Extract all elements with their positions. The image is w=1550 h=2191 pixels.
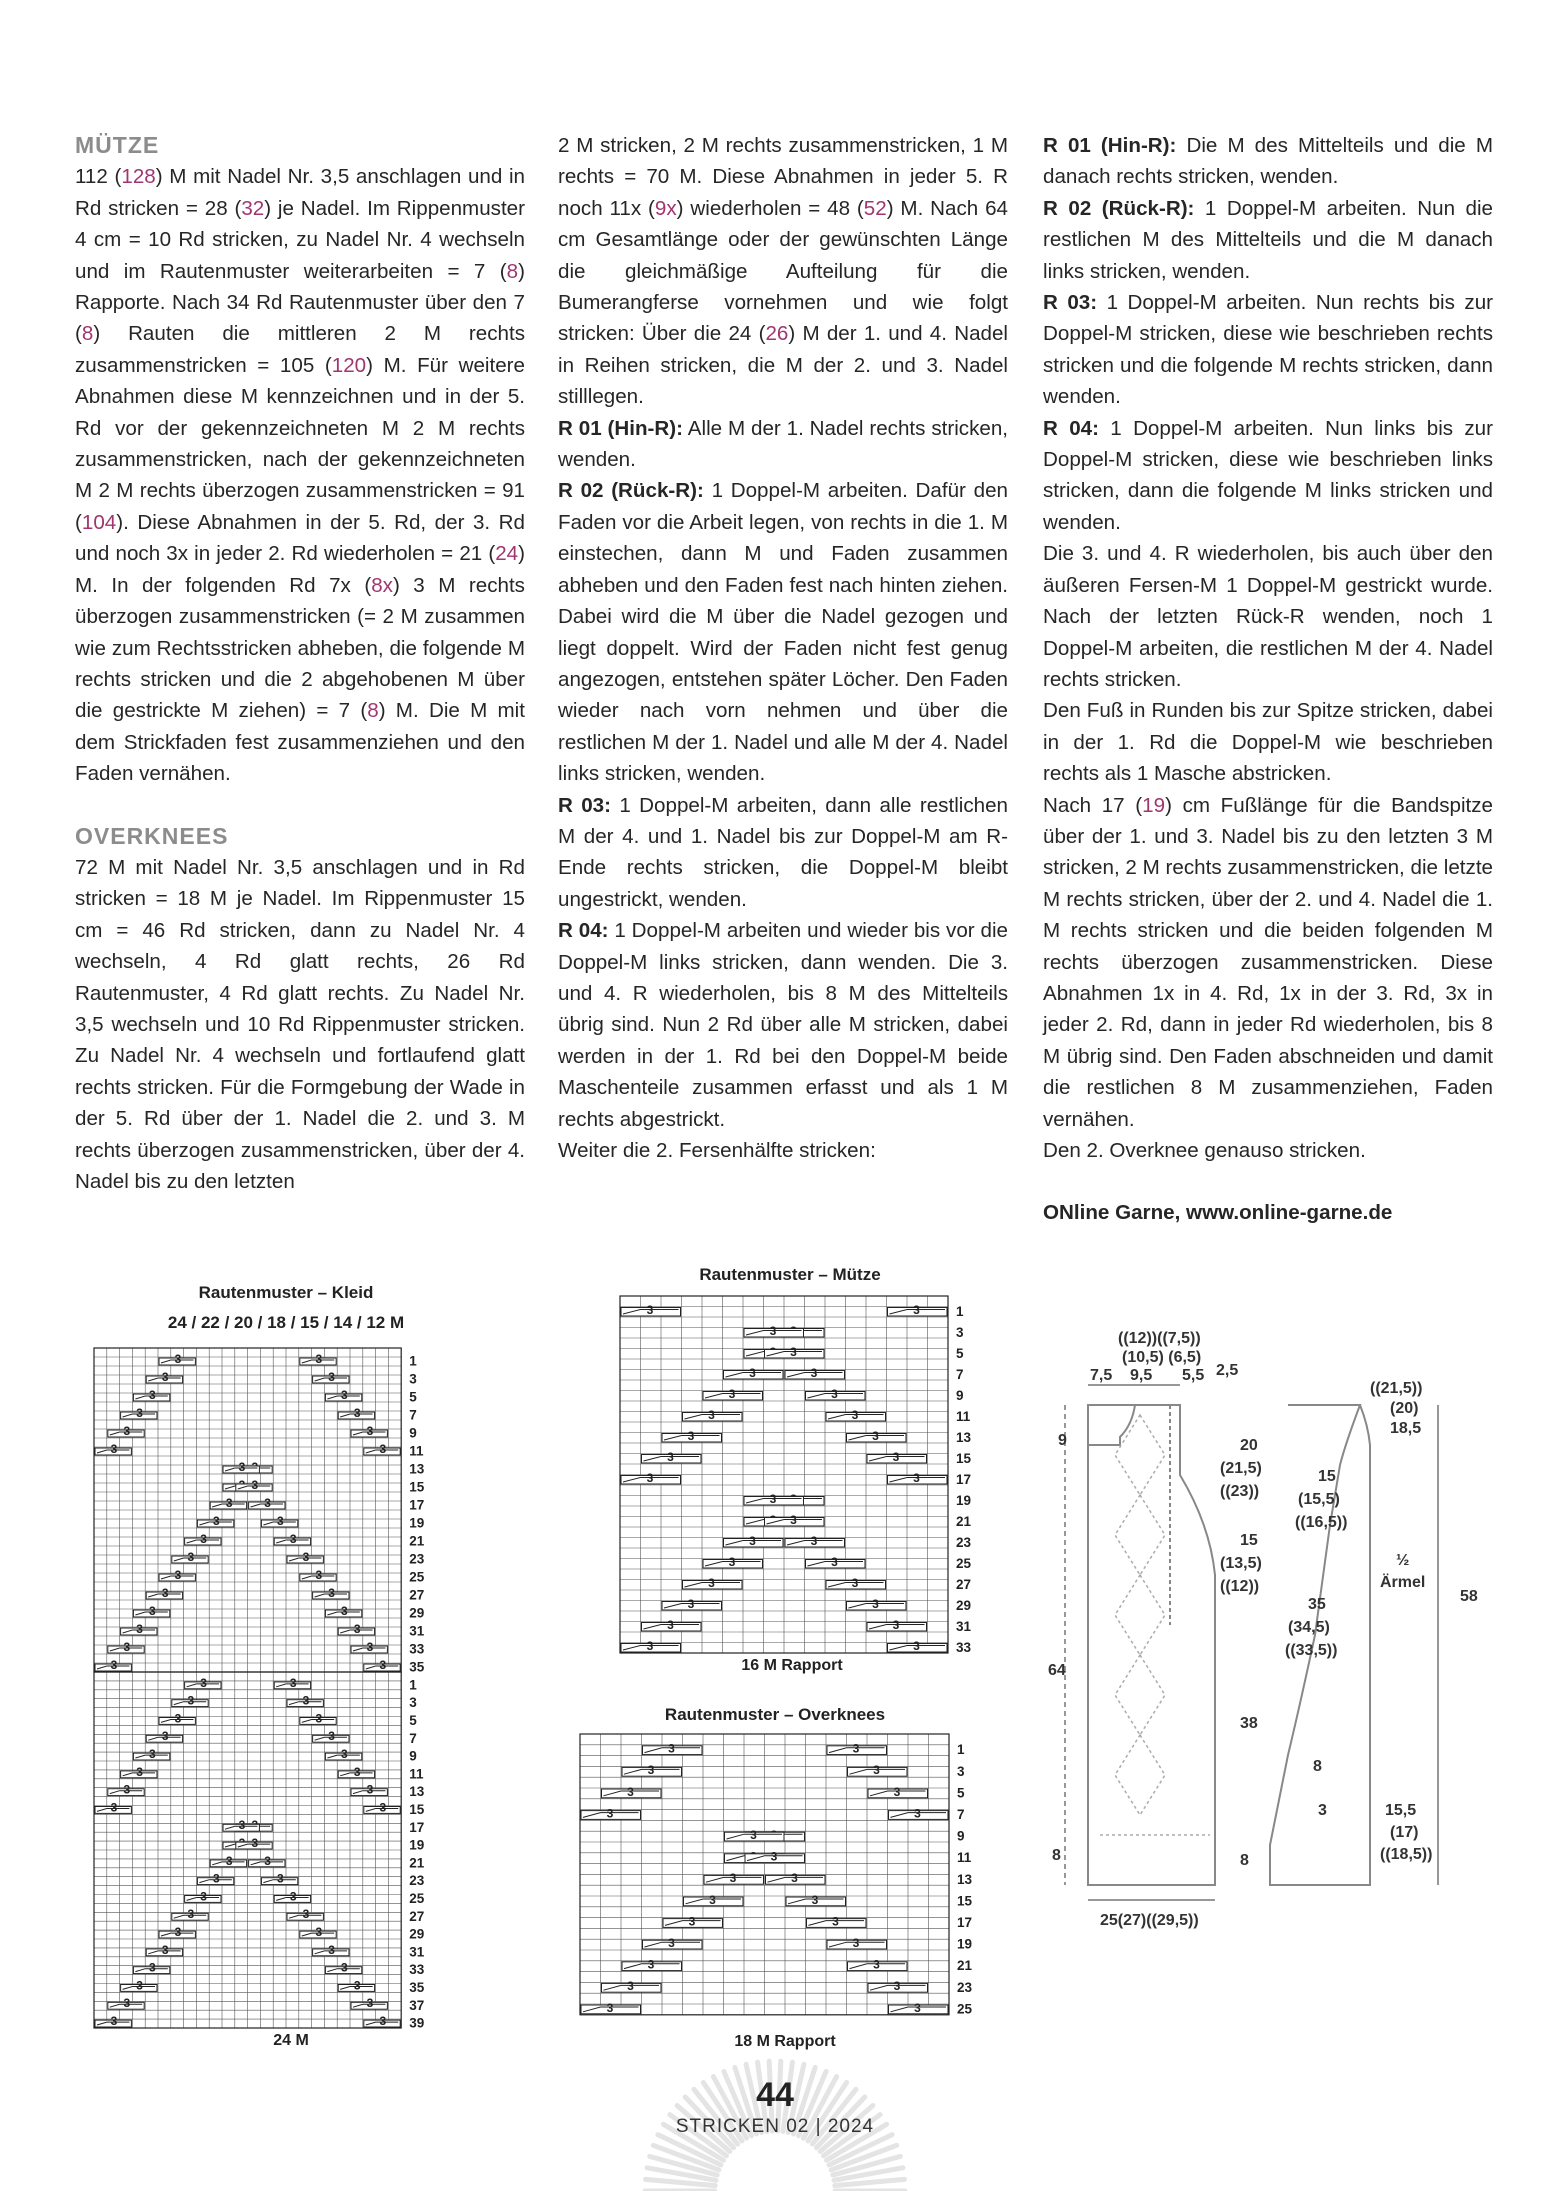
- chart-kleid-svg: [86, 1270, 536, 2050]
- overknees-row-label: 1: [957, 1742, 965, 1758]
- kleid-lower-cable-number: 3: [315, 1925, 323, 1939]
- kleid-lower-row-label: 15: [409, 1801, 425, 1817]
- kleid-upper-cable-number: 3: [264, 1496, 271, 1510]
- kleid-lower-cable-number: 3: [123, 1782, 131, 1797]
- kleid-lower-row-label: 29: [409, 1926, 425, 1942]
- kleid-lower-row-label: 33: [409, 1962, 425, 1978]
- kleid-lower-cable-number: 3: [328, 1729, 335, 1744]
- kleid-lower-cable-number: 3: [264, 1853, 271, 1868]
- kleid-upper-cable-number: 3: [251, 1478, 259, 1492]
- kleid-lower-cable-number: 3: [302, 1907, 310, 1922]
- row-04-instruction: R 04: 1 Doppel-M arbeiten und wieder bis vor die Doppel-M links stricken, dann wenden. Die 3. und 4. R wiederholen, bis 8 M des Mittelteils übrig sind. Nun 2 Rd über alle M stricken, dabei werden in der 1. Rd bei den Doppel-M beide Maschenteile zusammen erfasst und als 1 M rechts abgestrickt.: [558, 919, 1008, 1131]
- muetze-row-label: 1: [956, 1303, 964, 1319]
- chart-overknees: [560, 1698, 1000, 2058]
- overknees-cable-number: 3: [914, 2000, 921, 2015]
- dim-sleeve-half: ½: [1396, 1552, 1410, 1569]
- row-03-second-half: R 03: 1 Doppel-M arbeiten. Nun rechts bis zur Doppel-M stricken, diese wie beschrieben rechts stricken und die folgende M rechts stricken, dann wenden.: [1043, 291, 1494, 409]
- dim-sleeve-aermel: Ärmel: [1380, 1574, 1426, 1591]
- overknees-cable-number: 3: [832, 1914, 839, 1929]
- dim-body-21: (21,5): [1220, 1460, 1262, 1477]
- muetze-row-label: 9: [956, 1387, 964, 1403]
- kleid-lower-row-label: 27: [409, 1908, 425, 1924]
- muetze-cable-number: 3: [667, 1618, 674, 1632]
- kleid-lower-cable-number: 3: [277, 1871, 284, 1886]
- kleid-upper-cable-number: 3: [289, 1532, 297, 1546]
- kleid-lower-cable-number: 3: [136, 1764, 143, 1779]
- dim-top-c: 7,5: [1090, 1367, 1113, 1384]
- muetze-cable-number: 3: [728, 1555, 736, 1569]
- overknees-cable-number: 3: [668, 1741, 675, 1756]
- kleid-lower-row-label: 19: [409, 1837, 425, 1853]
- kleid-lower-cable-number: 3: [149, 1747, 156, 1761]
- overknees-text: 72 M mit Nadel Nr. 3,5 anschlagen und in Rd stricken = 18 M je Nadel. Im Rippenmuster 15 cm = 46 Rd stricken, dann zu Nadel Nr. 4 wechseln, 4 Rd glatt rechts, 26 Rd Rautenmuster, 4 Rd glatt rechts. Zu Nadel Nr. 3,5 wechseln und 10 Rd Rippenmuster stricken. Zu Nadel Nr. 4 wechseln und fortlaufend glatt rechts stricken. Für die Formgebung der Wade in der 5. Rd über der 1. Nadel die 2. und 3. M rechts überzogen zusammenstricken, über der 4. Nadel bis zu den letzten: [75, 855, 525, 1193]
- muetze-cable-number: 3: [810, 1534, 818, 1548]
- kleid-upper-cable-number: 3: [379, 1658, 387, 1672]
- muetze-cable-number: 3: [851, 1576, 859, 1590]
- dim-left-9: 9: [1058, 1432, 1067, 1449]
- overknees-cable-number: 3: [647, 1957, 655, 1972]
- garment-schematic: [1040, 1325, 1510, 1929]
- kleid-upper-row-label: 7: [409, 1407, 417, 1423]
- kleid-upper-row-label: 35: [409, 1659, 425, 1675]
- kleid-upper-cable-number: 3: [123, 1640, 131, 1654]
- kleid-upper-cable-number: 3: [315, 1568, 323, 1582]
- muetze-cable-number: 3: [872, 1597, 879, 1611]
- kleid-lower-row-label: 37: [409, 1997, 425, 2013]
- col3-para-2: Den Fuß in Runden bis zur Spitze stricken, dabei in der 1. Rd die Doppel-M wie beschrieben rechts als 1 Masche abstricken.: [1043, 699, 1493, 786]
- muetze-cable-number: 3: [728, 1387, 736, 1401]
- kleid-lower-cable-number: 3: [213, 1871, 220, 1886]
- kleid-upper-row-label: 9: [409, 1425, 417, 1441]
- col2-intro: 2 M stricken, 2 M rechts zusammenstricken, 1 M rechts = 70 M. Diese Abnahmen in jeder 5. R noch 11x (9x) wiederholen = 48 (52) M. Nach 64 cm Gesamtlänge oder der gewünschten Länge die gleichmäßige Aufteilung für die Bumerangferse vornehmen und wie folgt stricken: Über die 24 (26) M der 1. und 4. Nadel in Reihen stricken, die M der 2. und 3. Nadel stilllegen.: [558, 134, 1008, 409]
- dim-sleeve-b1: 15,5: [1385, 1802, 1417, 1819]
- muetze-cable-number: 3: [687, 1429, 695, 1443]
- dim-top-d: 9,5: [1130, 1367, 1153, 1384]
- kleid-upper-cable-number: 3: [328, 1370, 335, 1384]
- muetze-cable-number: 3: [790, 1513, 797, 1527]
- muetze-row-label: 21: [956, 1513, 972, 1529]
- chart-overknees-bottom-label: 18 M Rapport: [734, 2033, 836, 2050]
- row-01-second-half: R 01 (Hin-R): Die M des Mittelteils und die M danach rechts stricken, wenden.: [1043, 134, 1493, 189]
- row-02-second-half: R 02 (Rück-R): 1 Doppel-M arbeiten. Nun die restlichen M des Mittelteils und die M danach links stricken, wenden.: [1043, 196, 1493, 283]
- dim-sleeve-top2: (20): [1390, 1400, 1419, 1417]
- muetze-row-label: 27: [956, 1576, 972, 1592]
- overknees-cable-number: 3: [750, 1828, 757, 1842]
- chart-overknees-title: Rautenmuster – Overknees: [664, 1705, 886, 1724]
- row-04-second-half: R 04: 1 Doppel-M arbeiten. Nun links bis zur Doppel-M stricken, diese wie beschrieben links stricken, dann die folgende M links stricken und wenden.: [1043, 416, 1493, 534]
- muetze-cable-number: 3: [708, 1576, 715, 1590]
- muetze-row-label: 25: [956, 1555, 972, 1571]
- credit-line: ONline Garne, www.online-garne.de: [1043, 1201, 1393, 1225]
- kleid-lower-row-label: 9: [409, 1748, 417, 1764]
- kleid-upper-cable-number: 3: [136, 1406, 143, 1420]
- column-2: [558, 130, 1008, 1166]
- row-02-instruction: R 02 (Rück-R): 1 Doppel-M arbeiten. Dafür den Faden vor die Arbeit legen, von rechts in die 1. M einstechen, dann M und Faden zusammen abheben und den Faden fest nach hinten ziehen. Dabei wird die M über die Nadel gezogen und liegt doppelt. Wird der Faden nicht fest genug angezogen, entstehen später Löcher. Den Faden wieder nach vorn nehmen und über die restlichen M der 1. Nadel und alle M der 4. Nadel links stricken, wenden.: [558, 479, 1008, 786]
- dim-sleeve-b3: ((18,5)): [1380, 1846, 1433, 1863]
- overknees-cable-number: 3: [811, 1892, 819, 1907]
- overknees-cable-number: 3: [914, 1806, 921, 1821]
- col3-para-1: Die 3. und 4. R wiederholen, bis auch über den äußeren Fersen-M 1 Doppel-M gestrickt wurde. Nach der letzten Rück-R wenden, noch 1 Doppel-M arbeiten, die restlichen M der 4. Nadel rechts stricken.: [1043, 542, 1493, 691]
- kleid-lower-cable-number: 3: [200, 1675, 207, 1690]
- kleid-lower-cable-number: 3: [379, 1800, 387, 1815]
- muetze-cable-number: 3: [790, 1345, 797, 1359]
- overknees-row-label: 5: [957, 1785, 965, 1801]
- chart-overknees-svg: [560, 1698, 1000, 2058]
- kleid-lower-lines: [94, 1672, 401, 2028]
- overknees-cable-number: 3: [627, 1979, 634, 1994]
- muetze-row-label: 19: [956, 1492, 972, 1508]
- overknees-cable-number: 3: [893, 1784, 901, 1799]
- overknees-row-label: 19: [957, 1936, 973, 1952]
- kleid-lower-row-label: 31: [409, 1944, 425, 1960]
- row-03-instruction: R 03: 1 Doppel-M arbeiten, dann alle restlichen M der 4. und 1. Nadel bis zur Doppel-M am R-Ende rechts stricken, die Doppel-M bleibt ungestrickt, wenden.: [558, 793, 1008, 911]
- kleid-lower-cable-number: 3: [110, 2014, 118, 2028]
- muetze-cable-number: 3: [913, 1303, 920, 1317]
- kleid-upper-cable-number: 3: [174, 1568, 182, 1582]
- column-3: [1043, 130, 1493, 1229]
- muetze-cable-number: 3: [667, 1450, 674, 1464]
- chart-muetze: [560, 1258, 1000, 1678]
- kleid-lower-row-label: 5: [409, 1712, 417, 1728]
- kleid-upper-cable-number: 3: [174, 1352, 182, 1366]
- kleid-lower-cable-number: 3: [251, 1836, 259, 1850]
- muetze-cable-number: 3: [913, 1639, 920, 1653]
- dim-body-8: 8: [1240, 1852, 1249, 1869]
- kleid-upper-cable-number: 3: [161, 1586, 169, 1600]
- kleid-upper-row-label: 33: [409, 1641, 425, 1657]
- kleid-upper-cable-number: 3: [161, 1370, 169, 1384]
- overknees-row-label: 21: [957, 1958, 973, 1974]
- kleid-upper-row-label: 27: [409, 1587, 425, 1603]
- dim-sleeve-top1: ((21,5)): [1370, 1380, 1423, 1397]
- kleid-upper-row-label: 29: [409, 1605, 425, 1621]
- kleid-upper-row-label: 3: [409, 1371, 417, 1387]
- kleid-lower-row-label: 13: [409, 1784, 425, 1800]
- muetze-row-label: 17: [956, 1471, 972, 1487]
- overknees-row-label: 9: [957, 1828, 965, 1844]
- overknees-row-label: 7: [957, 1807, 965, 1822]
- dim-sleeve-335: ((33,5)): [1285, 1642, 1338, 1659]
- kleid-lower-cable-number: 3: [289, 1889, 297, 1904]
- muetze-cable-number: 3: [749, 1534, 756, 1548]
- dim-sleeve-35: 35: [1308, 1596, 1326, 1613]
- dim-body-15: 15: [1240, 1532, 1258, 1549]
- kleid-lower-cable-number: 3: [200, 1889, 207, 1904]
- kleid-lower-row-label: 7: [409, 1730, 417, 1746]
- dim-top-f: 2,5: [1216, 1362, 1239, 1379]
- muetze-row-label: 13: [956, 1429, 972, 1445]
- kleid-lower-cable-number: 3: [110, 1800, 118, 1815]
- kleid-lower-cable-number: 3: [136, 1978, 143, 1993]
- kleid-upper-cable-number: 3: [123, 1424, 131, 1438]
- muetze-cable-number: 3: [708, 1408, 715, 1422]
- overknees-cable-number: 3: [729, 1871, 737, 1886]
- kleid-lower-cable-number: 3: [366, 1996, 374, 2011]
- kleid-lower-cable-number: 3: [161, 1942, 169, 1957]
- kleid-lower-cable-number: 3: [328, 1942, 335, 1957]
- muetze-text: 112 (128) M mit Nadel Nr. 3,5 anschlagen und in Rd stricken = 28 (32) je Nadel. Im Rippenmuster 4 cm = 10 Rd stricken, zu Nadel Nr. 4 wechseln und im Rautenmuster weiterarbeiten = 7 (8) Rapporte. Nach 34 Rd Rautenmuster über den 7 (8) Rauten die mittleren 2 M rechts zusammenstricken = 105 (120) M. Für weitere Abnahmen diese M kennzeichnen und in der 5. Rd vor der gekennzeichneten M 2 M rechts zusammenstricken, nach der gekennzeichneten M 2 M rechts überzogen zusammenstricken = 91 (104). Diese Abnahmen in der 5. Rd, der 3. Rd und noch 3x in jeder 2. Rd wiederholen = 21 (24) M. In der folgenden Rd 7x (8x) 3 M rechts überzogen zusammenstricken (= 2 M zusammen wie zum Rechtsstricken abheben, die folgende M rechts stricken und die 2 abgehobenen M über die gestrickte M ziehen) = 7 (8) M. Die M mit dem Strickfaden fest zusammenziehen und den Faden vernähen.: [75, 165, 525, 786]
- kleid-lower-cable-number: 3: [174, 1925, 182, 1939]
- muetze-cable-number: 3: [892, 1618, 900, 1632]
- publication-line: STRICKEN 02 | 2024: [675, 2116, 875, 2137]
- kleid-upper-row-label: 31: [409, 1623, 425, 1639]
- kleid-upper-row-label: 21: [409, 1533, 425, 1549]
- dim-sleeve-top3: 18,5: [1390, 1420, 1422, 1437]
- muetze-cable-number: 3: [913, 1471, 920, 1485]
- kleid-upper-cable-number: 3: [353, 1622, 361, 1636]
- kleid-upper-cable-number: 3: [366, 1424, 374, 1438]
- muetze-cable-number: 3: [851, 1408, 859, 1422]
- dim-sleeve-15: 15: [1318, 1468, 1336, 1485]
- heading-muetze: MÜTZE: [75, 132, 160, 158]
- schematic-svg: [1040, 1325, 1510, 1929]
- overknees-cable-number: 3: [770, 1849, 778, 1864]
- dim-left-64: 64: [1048, 1662, 1066, 1679]
- kleid-upper-cable-number: 3: [149, 1388, 156, 1402]
- dim-body-23: ((23)): [1220, 1483, 1260, 1500]
- chart-kleid: [86, 1270, 536, 2050]
- muetze-row-label: 29: [956, 1597, 972, 1613]
- kleid-upper-cable-number: 3: [328, 1586, 335, 1600]
- kleid-lower-cable-number: 3: [225, 1853, 233, 1868]
- kleid-upper-cable-number: 3: [136, 1622, 143, 1636]
- kleid-upper-row-label: 13: [409, 1461, 425, 1477]
- kleid-lower-row-label: 25: [409, 1890, 425, 1906]
- kleid-lower-row-label: 1: [409, 1677, 417, 1693]
- kleid-upper-row-label: 15: [409, 1479, 425, 1495]
- kleid-upper-cable-number: 3: [353, 1406, 361, 1420]
- muetze-row-label: 23: [956, 1534, 972, 1550]
- kleid-upper-cable-number: 3: [277, 1514, 284, 1528]
- overknees-cable-number: 3: [606, 1806, 614, 1821]
- dim-bottom: 25(27)((29,5)): [1100, 1912, 1199, 1929]
- dim-body-135: (13,5): [1220, 1555, 1262, 1572]
- kleid-upper-row-label: 19: [409, 1515, 425, 1531]
- muetze-row-label: 33: [956, 1639, 972, 1655]
- kleid-upper-cable-number: 3: [379, 1442, 387, 1456]
- kleid-lower-row-label: 3: [409, 1695, 417, 1711]
- muetze-cable-number: 3: [646, 1639, 654, 1653]
- kleid-lower-row-label: 17: [409, 1819, 425, 1835]
- overknees-row-label: 15: [957, 1893, 973, 1909]
- dim-body-12: ((12)): [1220, 1578, 1260, 1595]
- kleid-lower-cable-number: 3: [341, 1747, 348, 1761]
- muetze-cable-number: 3: [831, 1555, 838, 1569]
- muetze-cable-number: 3: [831, 1387, 838, 1401]
- heading-overknees: OVERKNEES: [75, 822, 229, 849]
- col2-end: Weiter die 2. Fersenhälfte stricken:: [558, 1139, 876, 1162]
- kleid-lower-cable-number: 3: [289, 1675, 297, 1690]
- kleid-lower-cable-number: 3: [315, 1711, 323, 1726]
- dim-sleeve-155: (15,5): [1298, 1491, 1340, 1508]
- overknees-row-label: 17: [957, 1915, 973, 1930]
- kleid-lower-cable-number: 3: [238, 1818, 246, 1833]
- kleid-lower-cable-number: 3: [379, 2014, 387, 2028]
- kleid-lower-cable-number: 3: [353, 1978, 361, 1993]
- kleid-upper-cable-number: 3: [302, 1550, 310, 1564]
- kleid-upper-cable-number: 3: [200, 1532, 207, 1546]
- column-1: [75, 130, 525, 1197]
- kleid-upper-row-label: 17: [409, 1497, 425, 1513]
- muetze-row-label: 31: [956, 1618, 972, 1634]
- overknees-row-label: 23: [957, 1979, 973, 1995]
- overknees-cable-number: 3: [852, 1936, 860, 1950]
- overknees-cable-number: 3: [647, 1763, 655, 1778]
- kleid-lower-cable-number: 3: [341, 1960, 348, 1975]
- kleid-lower-cable-number: 3: [353, 1764, 361, 1779]
- kleid-lower-row-label: 21: [409, 1855, 425, 1871]
- kleid-upper-cable-number: 3: [238, 1460, 246, 1474]
- overknees-cable-number: 3: [852, 1741, 860, 1756]
- chart-muetze-bottom-label: 16 M Rapport: [741, 1657, 843, 1674]
- overknees-row-label: 13: [957, 1871, 973, 1887]
- chart-overknees-grid: [580, 1734, 973, 2016]
- overknees-cable-number: 3: [709, 1892, 716, 1907]
- col3-para-3: Nach 17 (19) cm Fußlänge für die Bandspitze über der 1. und 3. Nadel bis zu den letzten 3 M stricken, 2 M rechts zusammenstricken, die letzte M rechts stricken, über der 2. und 4. Nadel die 1. M rechts stricken und die beiden folgenden M rechts überzogen zusammenstricken. Diese Abnahmen 1x in 4. Rd, 1x in der 3. Rd, 3x in jeder 2. Rd, dann in jeder Rd wiederholen, bis 8 M übrig sind. Den Faden abschneiden und damit die restlichen 8 M zusammenziehen, Faden vernähen.: [1043, 793, 1493, 1131]
- dim-sleeve-3: 3: [1318, 1802, 1327, 1819]
- kleid-upper-cable-number: 3: [110, 1442, 118, 1456]
- kleid-upper-row-label: 25: [409, 1569, 425, 1585]
- dim-sleeve-165: ((16,5)): [1295, 1514, 1348, 1531]
- dim-sleeve-58: 58: [1460, 1588, 1478, 1605]
- overknees-cable-number: 3: [791, 1871, 798, 1886]
- chart-muetze-svg: [560, 1258, 1000, 1678]
- overknees-cable-number: 3: [873, 1763, 880, 1778]
- dim-top-e: 5,5: [1182, 1367, 1205, 1384]
- muetze-cable-number: 3: [810, 1366, 818, 1380]
- kleid-upper-cable-number: 3: [341, 1388, 348, 1402]
- overknees-row-label: 25: [957, 2001, 973, 2017]
- kleid-upper-row-label: 1: [409, 1353, 417, 1369]
- kleid-lower-row-label: 23: [409, 1873, 425, 1889]
- muetze-cable-number: 3: [872, 1429, 879, 1443]
- chart-kleid-grid: [94, 1348, 425, 2031]
- overknees-cable-number: 3: [893, 1979, 901, 1994]
- kleid-upper-cable-number: 3: [315, 1352, 323, 1366]
- overknees-row-label: 11: [957, 1850, 972, 1866]
- muetze-row-label: 7: [956, 1366, 964, 1382]
- muetze-row-label: 5: [956, 1345, 964, 1361]
- kleid-lower-cable-number: 3: [123, 1996, 131, 2011]
- muetze-cable-number: 3: [769, 1324, 777, 1338]
- chart-kleid-bottom-label: 24 M: [273, 2032, 309, 2049]
- dim-body-20: 20: [1240, 1437, 1258, 1454]
- muetze-row-label: 3: [956, 1324, 964, 1340]
- dim-body-38: 38: [1240, 1715, 1258, 1732]
- overknees-cable-number: 3: [606, 2000, 614, 2015]
- dim-left-8: 8: [1052, 1847, 1061, 1864]
- kleid-upper-row-label: 5: [409, 1389, 417, 1405]
- kleid-lower-row-label: 39: [409, 2015, 425, 2031]
- chart-muetze-grid: [620, 1296, 972, 1655]
- kleid-upper-cable-number: 3: [341, 1604, 348, 1618]
- chart-muetze-title: Rautenmuster – Mütze: [699, 1265, 881, 1284]
- row-01-instruction: R 01 (Hin-R): Alle M der 1. Nadel rechts stricken, wenden.: [558, 416, 1008, 472]
- dim-sleeve-8: 8: [1313, 1758, 1322, 1775]
- muetze-cable-number: 3: [769, 1492, 777, 1506]
- page-number: 44: [756, 2076, 794, 2114]
- overknees-cable-number: 3: [688, 1914, 696, 1929]
- chart-kleid-sizes: 24 / 22 / 20 / 18 / 15 / 14 / 12 M: [167, 1313, 405, 1332]
- kleid-upper-cable-number: 3: [110, 1658, 118, 1672]
- muetze-cable-number: 3: [687, 1597, 695, 1611]
- dim-top-a: ((12))((7,5)): [1118, 1330, 1201, 1347]
- kleid-upper-cable-number: 3: [149, 1604, 156, 1618]
- kleid-lower-cable-number: 3: [174, 1711, 182, 1726]
- kleid-lower-cable-number: 3: [161, 1729, 169, 1744]
- kleid-lower-cable-number: 3: [149, 1960, 156, 1975]
- kleid-upper-cable-number: 3: [187, 1550, 195, 1564]
- kleid-upper-row-label: 11: [409, 1443, 424, 1459]
- kleid-lower-row-label: 11: [409, 1766, 424, 1782]
- muetze-row-label: 11: [956, 1408, 971, 1424]
- muetze-cable-number: 3: [646, 1303, 654, 1317]
- kleid-upper-cable-number: 3: [225, 1496, 233, 1510]
- kleid-lower-cable-number: 3: [187, 1693, 195, 1708]
- dim-sleeve-b2: (17): [1390, 1824, 1419, 1841]
- muetze-row-label: 15: [956, 1450, 972, 1466]
- kleid-upper-cable-number: 3: [213, 1514, 220, 1528]
- overknees-cable-number: 3: [627, 1784, 634, 1799]
- col3-para-4: Den 2. Overknee genauso stricken.: [1043, 1139, 1366, 1162]
- kleid-lower-row-label: 35: [409, 1979, 425, 1995]
- kleid-upper-row-label: 23: [409, 1551, 425, 1567]
- kleid-upper-cable-number: 3: [366, 1640, 374, 1654]
- muetze-cable-number: 3: [646, 1471, 654, 1485]
- overknees-row-label: 3: [957, 1763, 965, 1779]
- muetze-cable-number: 3: [749, 1366, 756, 1380]
- dim-sleeve-345: (34,5): [1288, 1619, 1330, 1636]
- dim-top-b: (10,5) (6,5): [1122, 1349, 1202, 1366]
- kleid-lower-cable-number: 3: [302, 1693, 310, 1708]
- overknees-cable-number: 3: [873, 1957, 880, 1972]
- kleid-lower-cable-number: 3: [187, 1907, 195, 1922]
- chart-kleid-title: Rautenmuster – Kleid: [198, 1283, 374, 1302]
- kleid-lower-cable-number: 3: [366, 1782, 374, 1797]
- overknees-cable-number: 3: [668, 1936, 675, 1950]
- muetze-cable-number: 3: [892, 1450, 900, 1464]
